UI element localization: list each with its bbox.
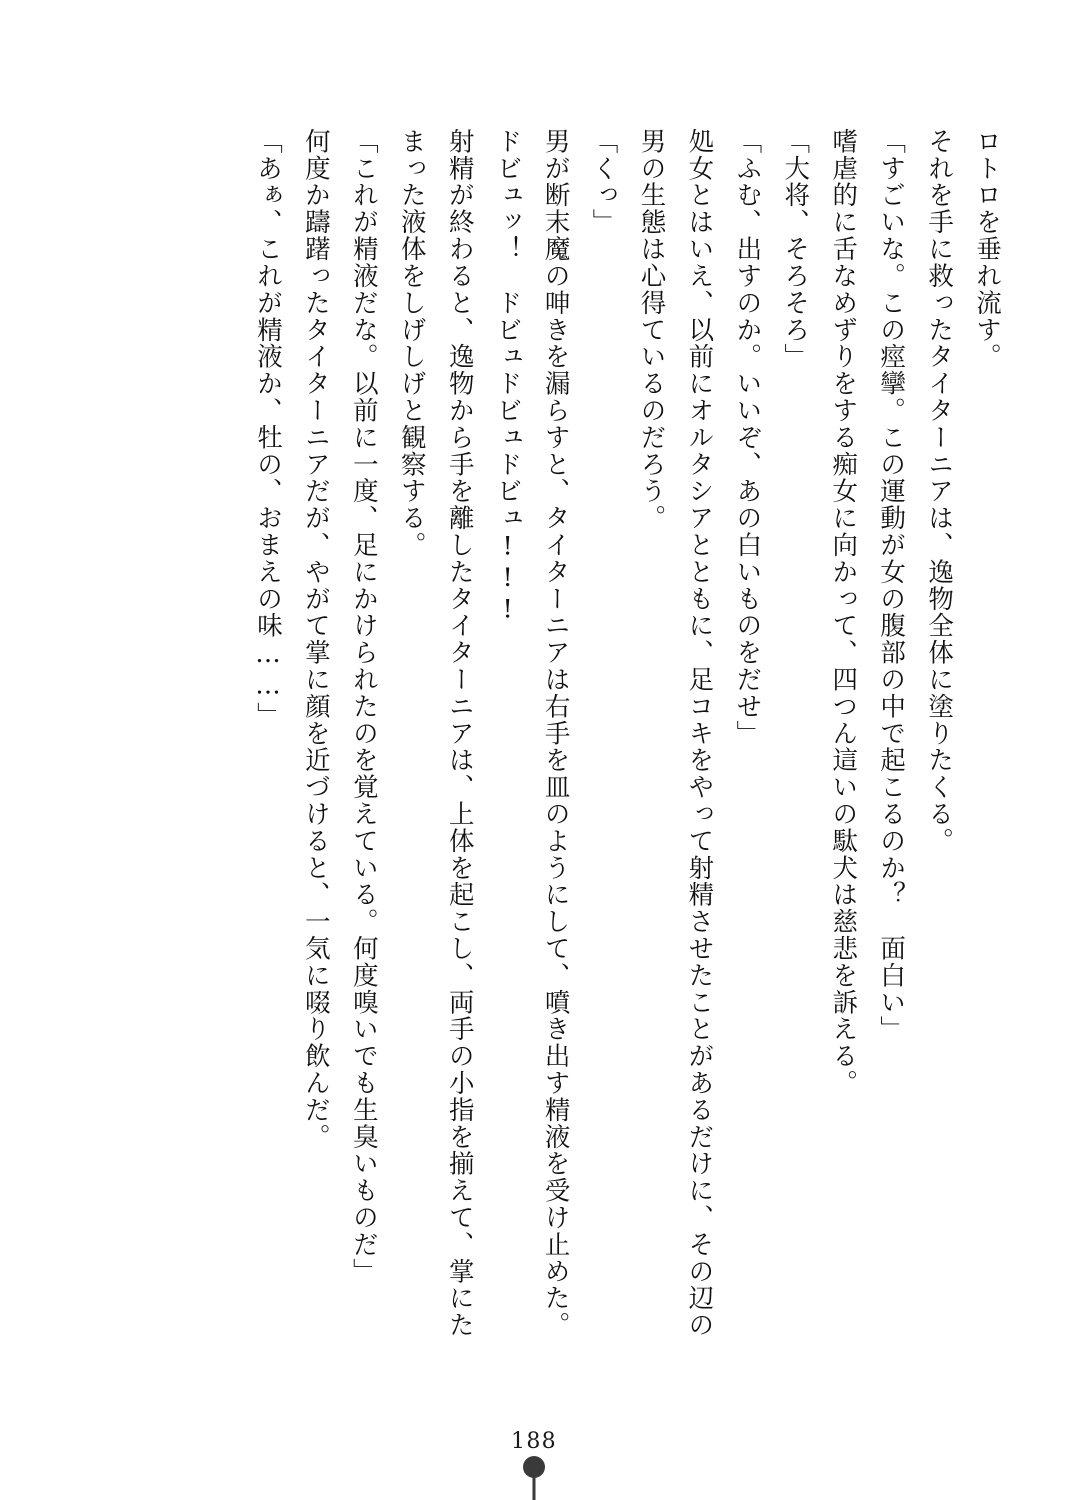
- paragraph: 「これが精液だな。以前に一度、足にかけられたのを覚えている。何度嗅いでも生臭いものだ」: [348, 128, 379, 1285]
- paragraph: 「すごいな。この痙攣。この運動が女の腹部の中で起こるのか？ 面白い」: [876, 128, 907, 1043]
- paragraph: 「くっ」: [588, 128, 619, 236]
- paragraph: 嗜虐的に舌なめずりをする痴女に向かって、四つん這いの駄犬は慈悲を訴える。: [828, 128, 859, 1097]
- paragraph: 射精が終わると、逸物から手を離したタイターニアは、上体を起こし、両手の小指を揃えて、掌にたまった液体をしげしげと観察する。: [396, 128, 475, 1339]
- ornament-dot: [523, 1456, 545, 1478]
- paragraph: ロトロを垂れ流す。: [972, 128, 1002, 371]
- paragraph: 男が断末魔の呻きを漏らすと、タイターニアは右手を皿のようにして、噴き出す精液を受け止めた。: [540, 128, 571, 1339]
- paragraph: それを手に救ったタイターニアは、逸物全体に塗りたくる。: [924, 128, 955, 855]
- paragraph: ドビュッ！ ドビュドビュドビュ!!!: [492, 128, 523, 626]
- page-body-text: [90, 128, 1010, 1343]
- ornament-stem: [533, 1476, 536, 1500]
- paragraph: 何度か躊躇ったタイターニアだが、やがて掌に顔を近づけると、一気に啜り飲んだ。: [300, 128, 331, 1151]
- page-number: 188: [511, 1429, 557, 1454]
- paragraph: 処女とはいえ、以前にオルタシアとともに、足コキをやって射精させたことがあるだけに、その辺の男の生態は心得ているのだろう。: [636, 128, 715, 1339]
- paragraph: 「あぁ、これが精液か、牡の、おまえの味……」: [252, 128, 283, 729]
- paragraph: 「ふむ、出すのか。いいぞ、あの白いものをだせ」: [732, 128, 763, 747]
- footer-ornament-icon: [521, 1456, 547, 1500]
- paragraph: 「大将、そろそろ」: [780, 128, 811, 371]
